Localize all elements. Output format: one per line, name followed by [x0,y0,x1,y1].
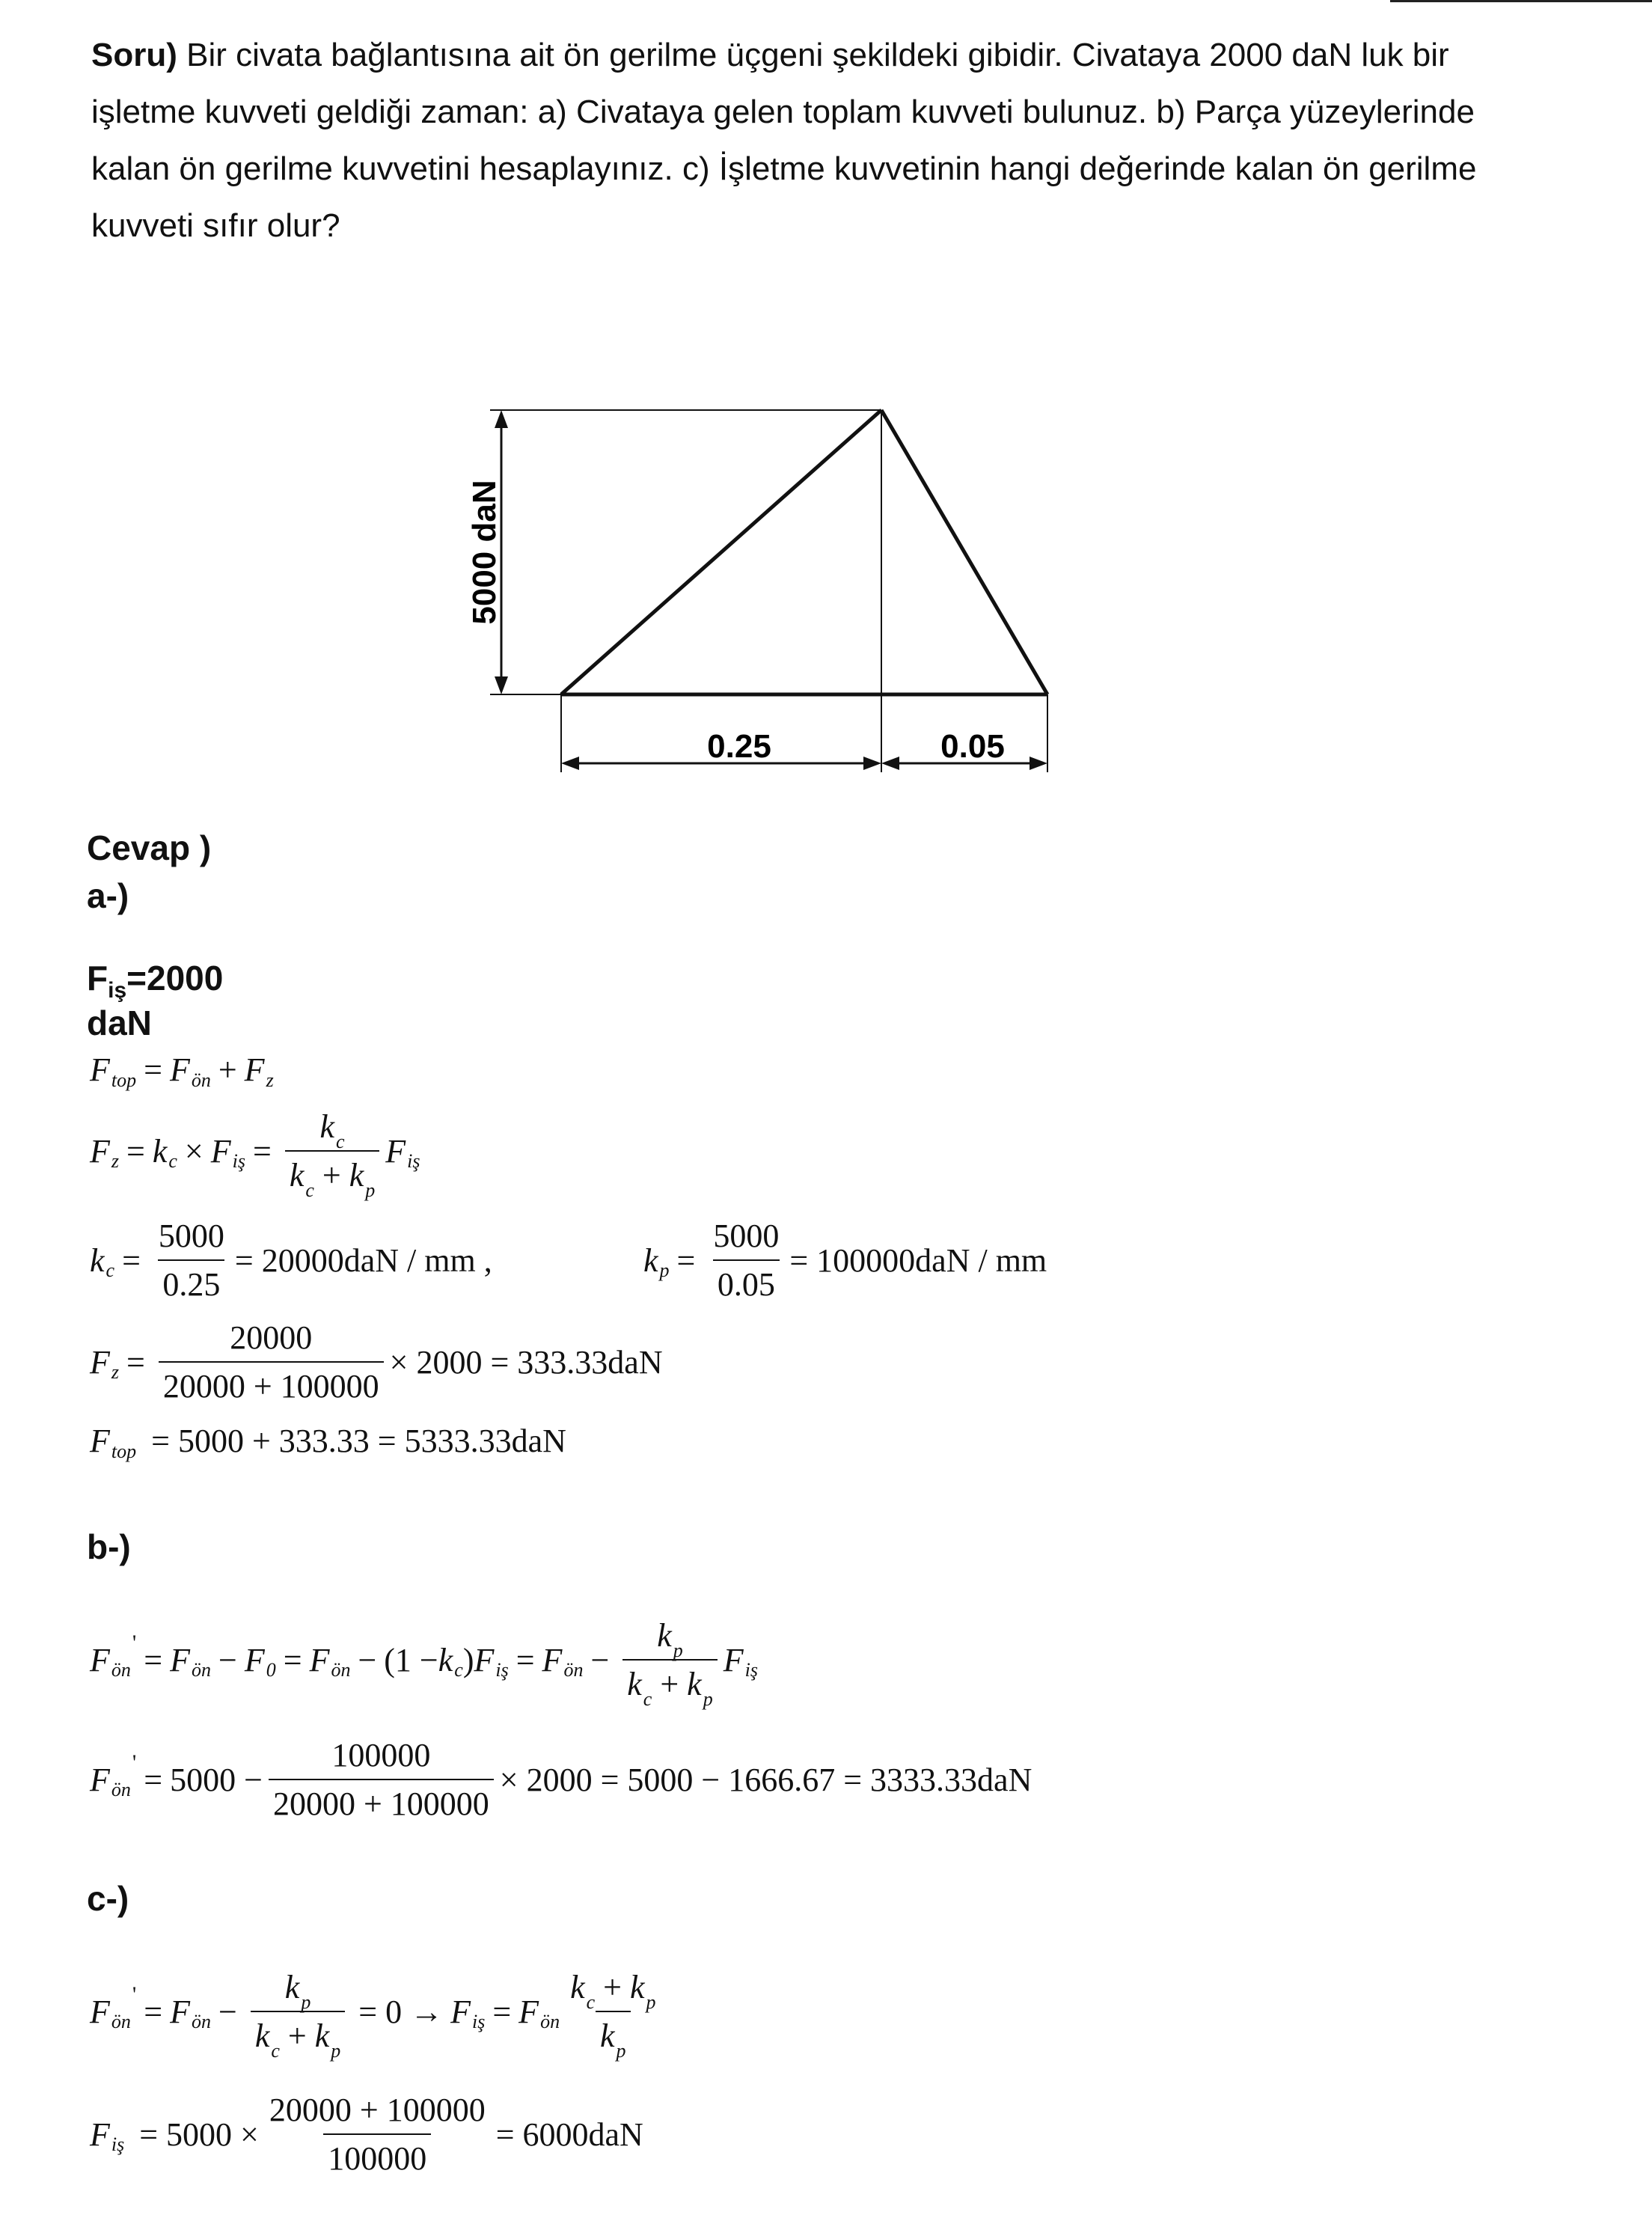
fraction: $\frac{5000}{0.05}$ [713,1218,780,1303]
equation-b1: F ön ' = F ön − F 0 = F ön − (1 − k c ) F iş = F ön − $\frac{k_p}{k_c + k_p}$ F iş [90,1617,758,1710]
fraction: $\frac{100000}{20000 + 100000}$ [269,1736,494,1823]
fz-result: × 2000 = 333.33daN [389,1343,663,1381]
question-label: Soru) [91,37,177,73]
answer-heading: Cevap ) [87,828,212,867]
arrow-right-icon [863,757,881,770]
force-label: 5000 daN [466,480,503,625]
dim-right-label: 0.05 [940,728,1005,765]
arrow-right-icon [1030,757,1047,770]
equation-b2: F ön ' = 5000 − $\frac{100000}{20000 + 100000}$ × 2000 = 5000 − 1666.67 = 3333.33daN [90,1737,1032,1822]
equation-a5: F z = $\frac{20000}{20000 + 100000}$ × 2000 = 333.33daN [90,1319,663,1405]
fraction: $\frac{k_p}{k_c + k_p}$ [251,1968,345,2055]
equation-a2: F z = k c × F iş = $\frac{k_c}{k_c + k_p}$ F iş [90,1108,420,1201]
fraction: $\frac{5000}{0.25}$ [158,1218,224,1303]
equation-c2: F iş = 5000 × $\frac{20000 + 100000}{100000}$ = 6000daN [90,2092,643,2177]
bolt-line [561,410,881,694]
equation-c1: F ön ' = F ön − $\frac{k_p}{k_c + k_p}$ = 0 → F iş = F ön $\frac{k_c + k_p}{k_p}$ [90,1968,667,2055]
part-a-label: a-) [87,876,129,915]
fis-given-unit: daN [87,1003,152,1042]
part-c-label: c-) [87,1879,129,1918]
part-b-label: b-) [87,1527,131,1566]
fis-given: $F_{iş}=2000$ [87,959,224,1003]
arrow-down-icon [495,676,508,694]
fis-given-sub: iş [108,978,127,1003]
part-line [881,410,1047,694]
equation-a6: F top = 5000 + 333.33 = 5333.33daN [90,1423,566,1462]
equation-a1: F top = F ön + F z [90,1051,274,1091]
fraction: $\frac{k_c + k_p}{k_p}$ [570,1969,656,2062]
equation-kp: k p = $\frac{5000}{0.05}$ = 100000daN / mm [643,1218,1047,1303]
kc-result: = 20000daN / mm , [234,1241,492,1279]
fis-result: = 6000daN [495,2115,643,2153]
fraction: $\frac{k_c}{k_c + k_p}$ [285,1108,379,1194]
arrow-left-icon [881,757,899,770]
fraction: $\frac{20000 + 100000}{100000}$ [269,2092,486,2177]
fraction: $\frac{k_p}{k_c + k_p}$ [622,1616,717,1703]
arrow-left-icon [561,757,579,770]
question-text: Bir civata bağlantısına ait ön gerilme üçgeni şekildeki gibidir. Civataya 2000 daN luk bir işletme kuvveti geldiği zaman: a) Civataya gelen toplam kuvveti bulunuz. b) Parça yüzeylerinde kalan ön gerilme kuvvetini hesaplayınız. c) İşletme kuvvetinin hangi değerinde kalan ön gerilme kuvveti sıfır olur? [91,37,1477,244]
dim-left-label: 0.25 [707,728,771,765]
fon-result: × 2000 = 5000 − 1666.67 = 3333.33daN [499,1761,1032,1798]
fis-given-value: =2000 [126,959,224,998]
fraction: $\frac{20000}{20000 + 100000}$ [159,1319,384,1405]
kp-result: = 100000daN / mm [789,1241,1047,1279]
arrow-up-icon [495,410,508,428]
preload-triangle-diagram [0,0,1652,823]
ftop-result: = 5000 + 333.33 = 5333.33daN [151,1423,566,1459]
equation-kc: k c = $\frac{5000}{0.25}$ = 20000daN / mm , [90,1218,492,1303]
